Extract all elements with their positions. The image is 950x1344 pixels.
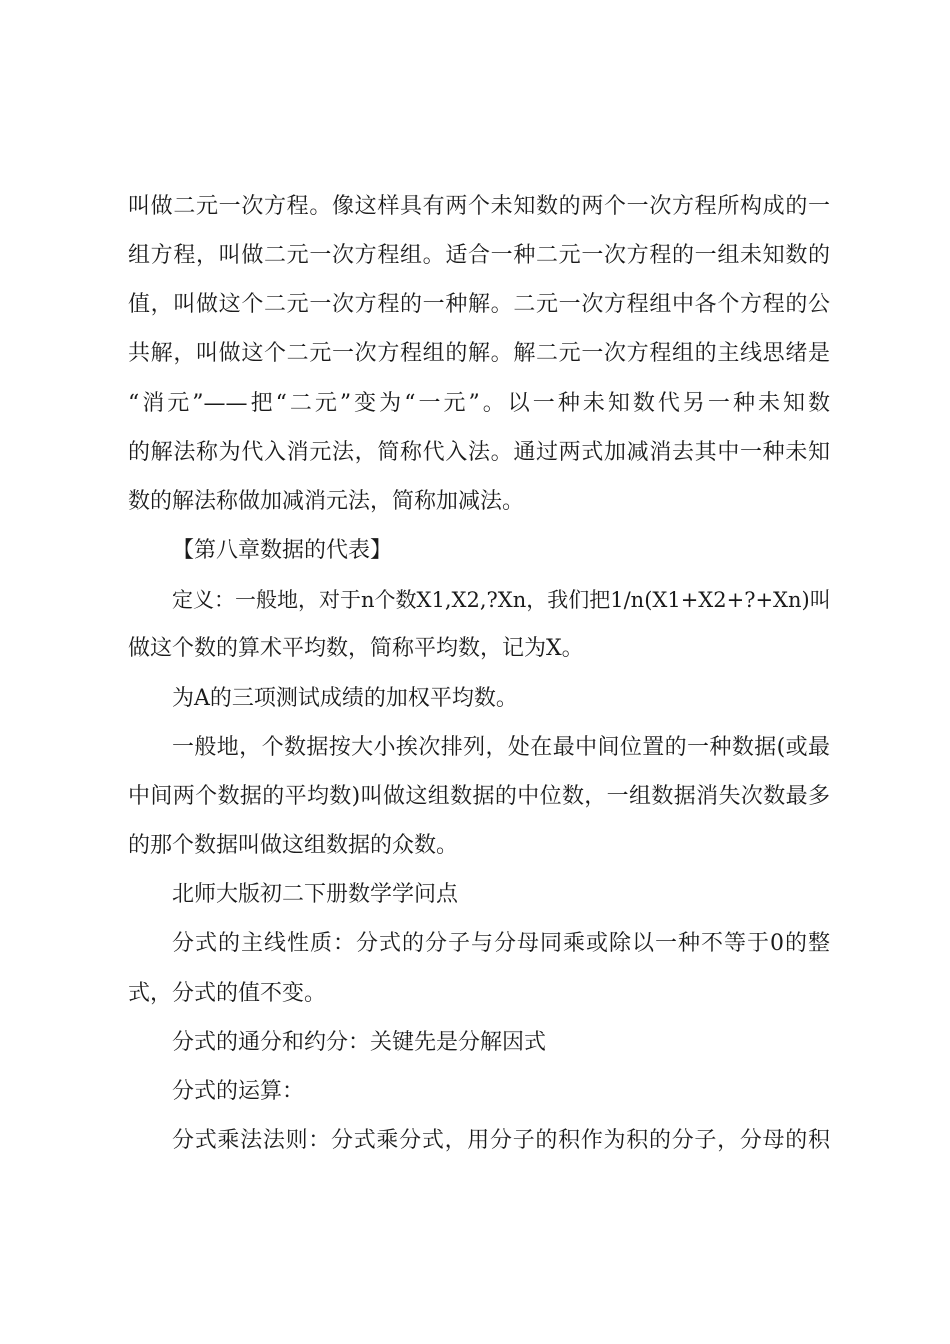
paragraph-line: 式，分式的值不变。	[128, 981, 327, 1006]
paragraph-line: 分式的运算：	[172, 1079, 305, 1104]
paragraph-line: 中间两个数据的平均数)叫做这组数据的中位数，一组数据消失次数最多	[128, 784, 830, 809]
paragraph-line: 叫做二元一次方程。像这样具有两个未知数的两个一次方程所构成的一	[128, 194, 830, 219]
paragraph-line: “消元”——把“二元”变为“一元”。以一种未知数代另一种未知数	[128, 391, 830, 416]
section-heading: 【第八章数据的代表】	[172, 538, 393, 563]
paragraph-line: 数的解法称做加减消元法，简称加减法。	[128, 489, 525, 514]
paragraph-line: 共解，叫做这个二元一次方程组的解。解二元一次方程组的主线思绪是	[128, 341, 830, 366]
paragraph-line: 做这个数的算术平均数，简称平均数，记为X。	[128, 636, 584, 661]
paragraph-line: 值，叫做这个二元一次方程的一种解。二元一次方程组中各个方程的公	[128, 292, 830, 317]
paragraph-line: 的解法称为代入消元法，简称代入法。通过两式加减消去其中一种未知	[128, 440, 830, 465]
paragraph-line: 分式乘法法则：分式乘分式，用分子的积作为积的分子，分母的积	[172, 1128, 830, 1153]
paragraph-line: 一般地，个数据按大小挨次排列，处在最中间位置的一种数据(或最	[172, 735, 830, 760]
paragraph-line: 分式的通分和约分：关键先是分解因式	[172, 1030, 547, 1055]
paragraph-line: 为A的三项测试成绩的加权平均数。	[172, 686, 518, 711]
paragraph-line: 分式的主线性质：分式的分子与分母同乘或除以一种不等于0的整	[172, 931, 830, 956]
paragraph-line: 组方程，叫做二元一次方程组。适合一种二元一次方程的一组未知数的	[128, 243, 830, 268]
section-heading: 北师大版初二下册数学学问点	[172, 882, 459, 907]
paragraph-line: 的那个数据叫做这组数据的众数。	[128, 833, 459, 858]
paragraph-line: 定义：一般地，对于n个数X1,X2,?Xn，我们把1/n(X1+X2+?+Xn)叫	[172, 588, 831, 612]
